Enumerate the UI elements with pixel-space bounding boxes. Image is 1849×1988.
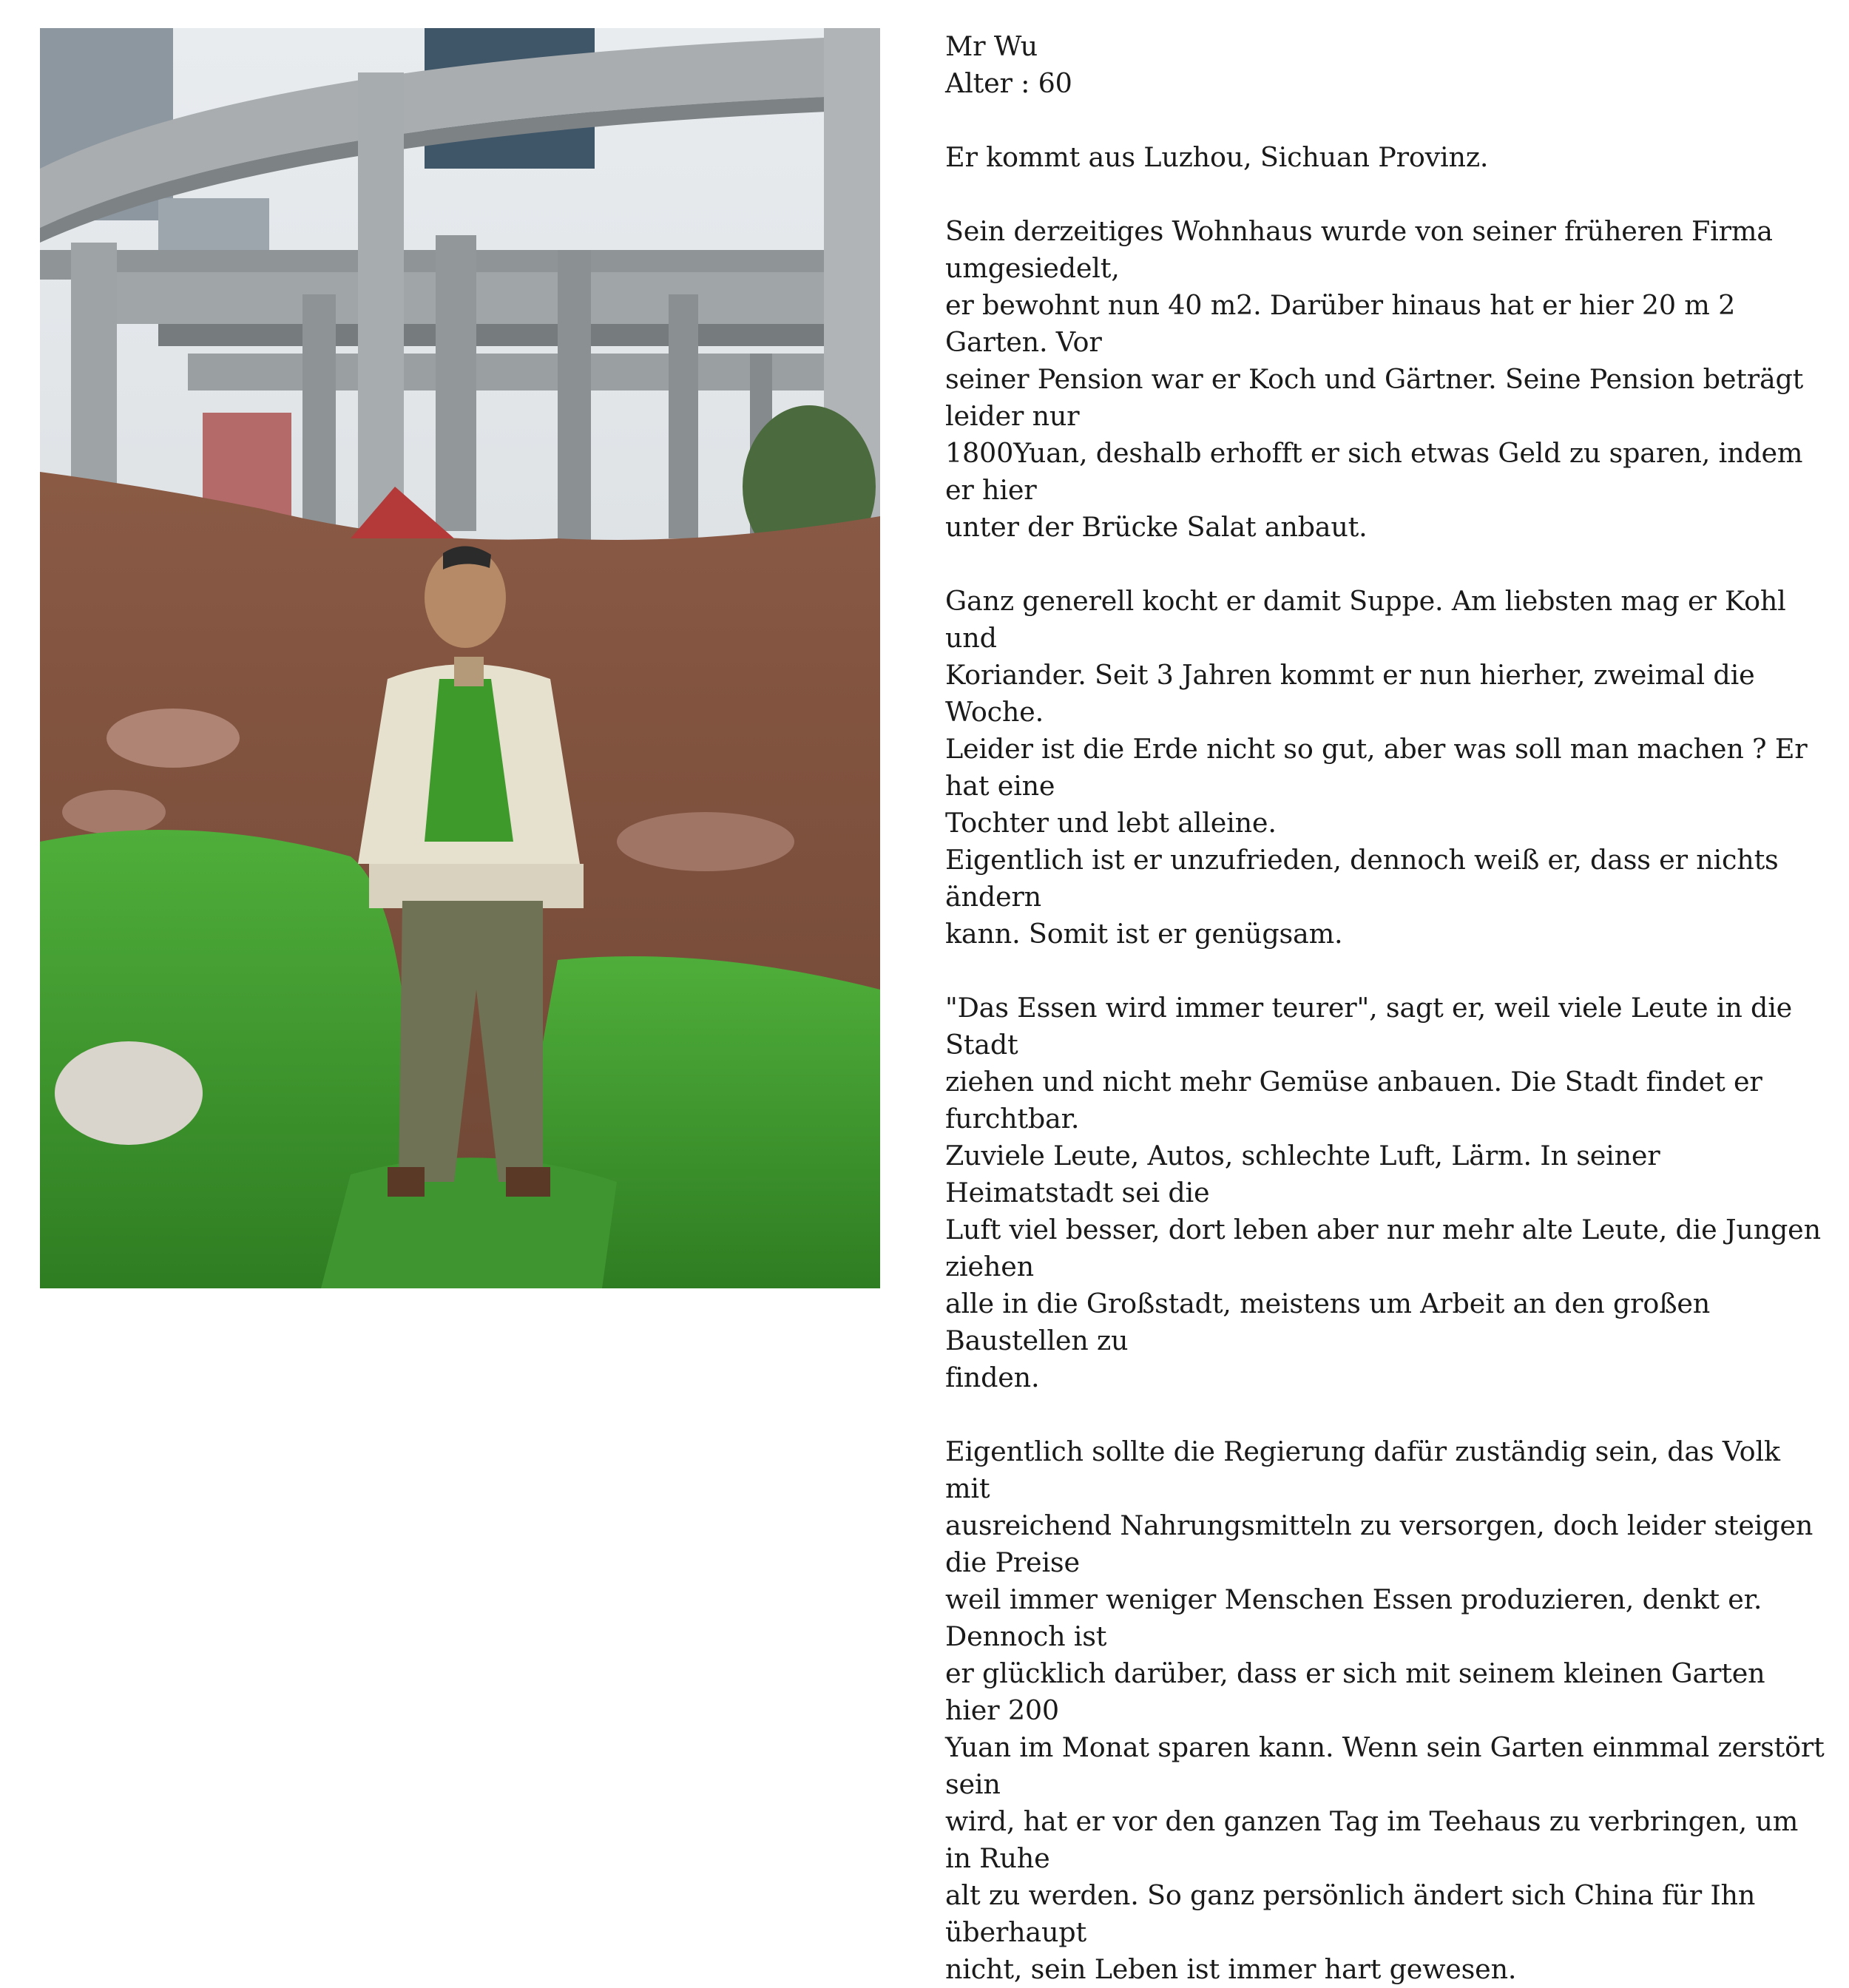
text-line: Eigentlich sollte die Regierung dafür zuständig sein, das Volk mit <box>945 1436 1780 1504</box>
text-line: kann. Somit ist er genügsam. <box>945 918 1343 950</box>
text-line: Leider ist die Erde nicht so gut, aber was soll man machen ? Er hat eine <box>945 733 1808 802</box>
paragraph-cooking <box>945 583 1825 842</box>
portrait-photo <box>40 28 880 1288</box>
text-line: Sein derzeitiges Wohnhaus wurde von seiner früheren Firma umgesiedelt, <box>945 215 1773 284</box>
text-line: nicht, sein Leben ist immer hart gewesen. <box>945 1953 1517 1985</box>
person-age: Alter : 60 <box>945 67 1072 99</box>
text-line: Eigentlich ist er unzufrieden, dennoch weiß er, dass er nichts ändern <box>945 844 1779 913</box>
text-line: Koriander. Seit 3 Jahren kommt er nun hierher, zweimal die Woche. <box>945 659 1755 728</box>
text-line: seiner Pension war er Koch und Gärtner. Seine Pension beträgt leider nur <box>945 363 1804 432</box>
text-line: Tochter und lebt alleine. <box>945 807 1277 839</box>
text-line: Zuviele Leute, Autos, schlechte Luft, Lärm. In seiner Heimatstadt sei die <box>945 1140 1660 1208</box>
text-line: weil immer weniger Menschen Essen produzieren, denkt er. Dennoch ist <box>945 1583 1762 1652</box>
origin-text: Er kommt aus Luzhou, Sichuan Provinz. <box>945 141 1489 173</box>
text-line: wird, hat er vor den ganzen Tag im Teehaus zu verbringen, um in Ruhe <box>945 1805 1799 1874</box>
paragraph-government <box>945 1433 1825 1988</box>
text-line: er bewohnt nun 40 m2. Darüber hinaus hat er hier 20 m 2 Garten. Vor <box>945 289 1736 358</box>
text-line: ziehen und nicht mehr Gemüse anbauen. Die Stadt findet er furchtbar. <box>945 1066 1762 1135</box>
text-line: Ganz generell kocht er damit Suppe. Am liebsten mag er Kohl und <box>945 585 1786 654</box>
person-name: Mr Wu <box>945 30 1038 62</box>
text-line: ausreichend Nahrungsmitteln zu versorgen, doch leider steigen die Preise <box>945 1509 1813 1578</box>
paragraph-feelings <box>945 842 1825 953</box>
text-line: Luft viel besser, dort leben aber nur mehr alte Leute, die Jungen ziehen <box>945 1214 1821 1282</box>
article-text <box>945 28 1825 1988</box>
text-line: 1800Yuan, deshalb erhofft er sich etwas Geld zu sparen, indem er hier <box>945 437 1803 506</box>
text-line: unter der Brücke Salat anbaut. <box>945 511 1368 543</box>
paragraph-food <box>945 990 1825 1396</box>
text-line: "Das Essen wird immer teurer", sagt er, weil viele Leute in die Stadt <box>945 992 1793 1061</box>
paragraph-housing <box>945 213 1825 546</box>
text-line: alle in die Großstadt, meistens um Arbeit an den großen Baustellen zu <box>945 1288 1711 1356</box>
text-line: finden. <box>945 1362 1040 1393</box>
text-line: Yuan im Monat sparen kann. Wenn sein Garten einmmal zerstört sein <box>945 1731 1825 1800</box>
text-line: er glücklich darüber, dass er sich mit seinem kleinen Garten hier 200 <box>945 1657 1765 1726</box>
text-line: alt zu werden. So ganz persönlich ändert sich China für Ihn überhaupt <box>945 1879 1756 1948</box>
